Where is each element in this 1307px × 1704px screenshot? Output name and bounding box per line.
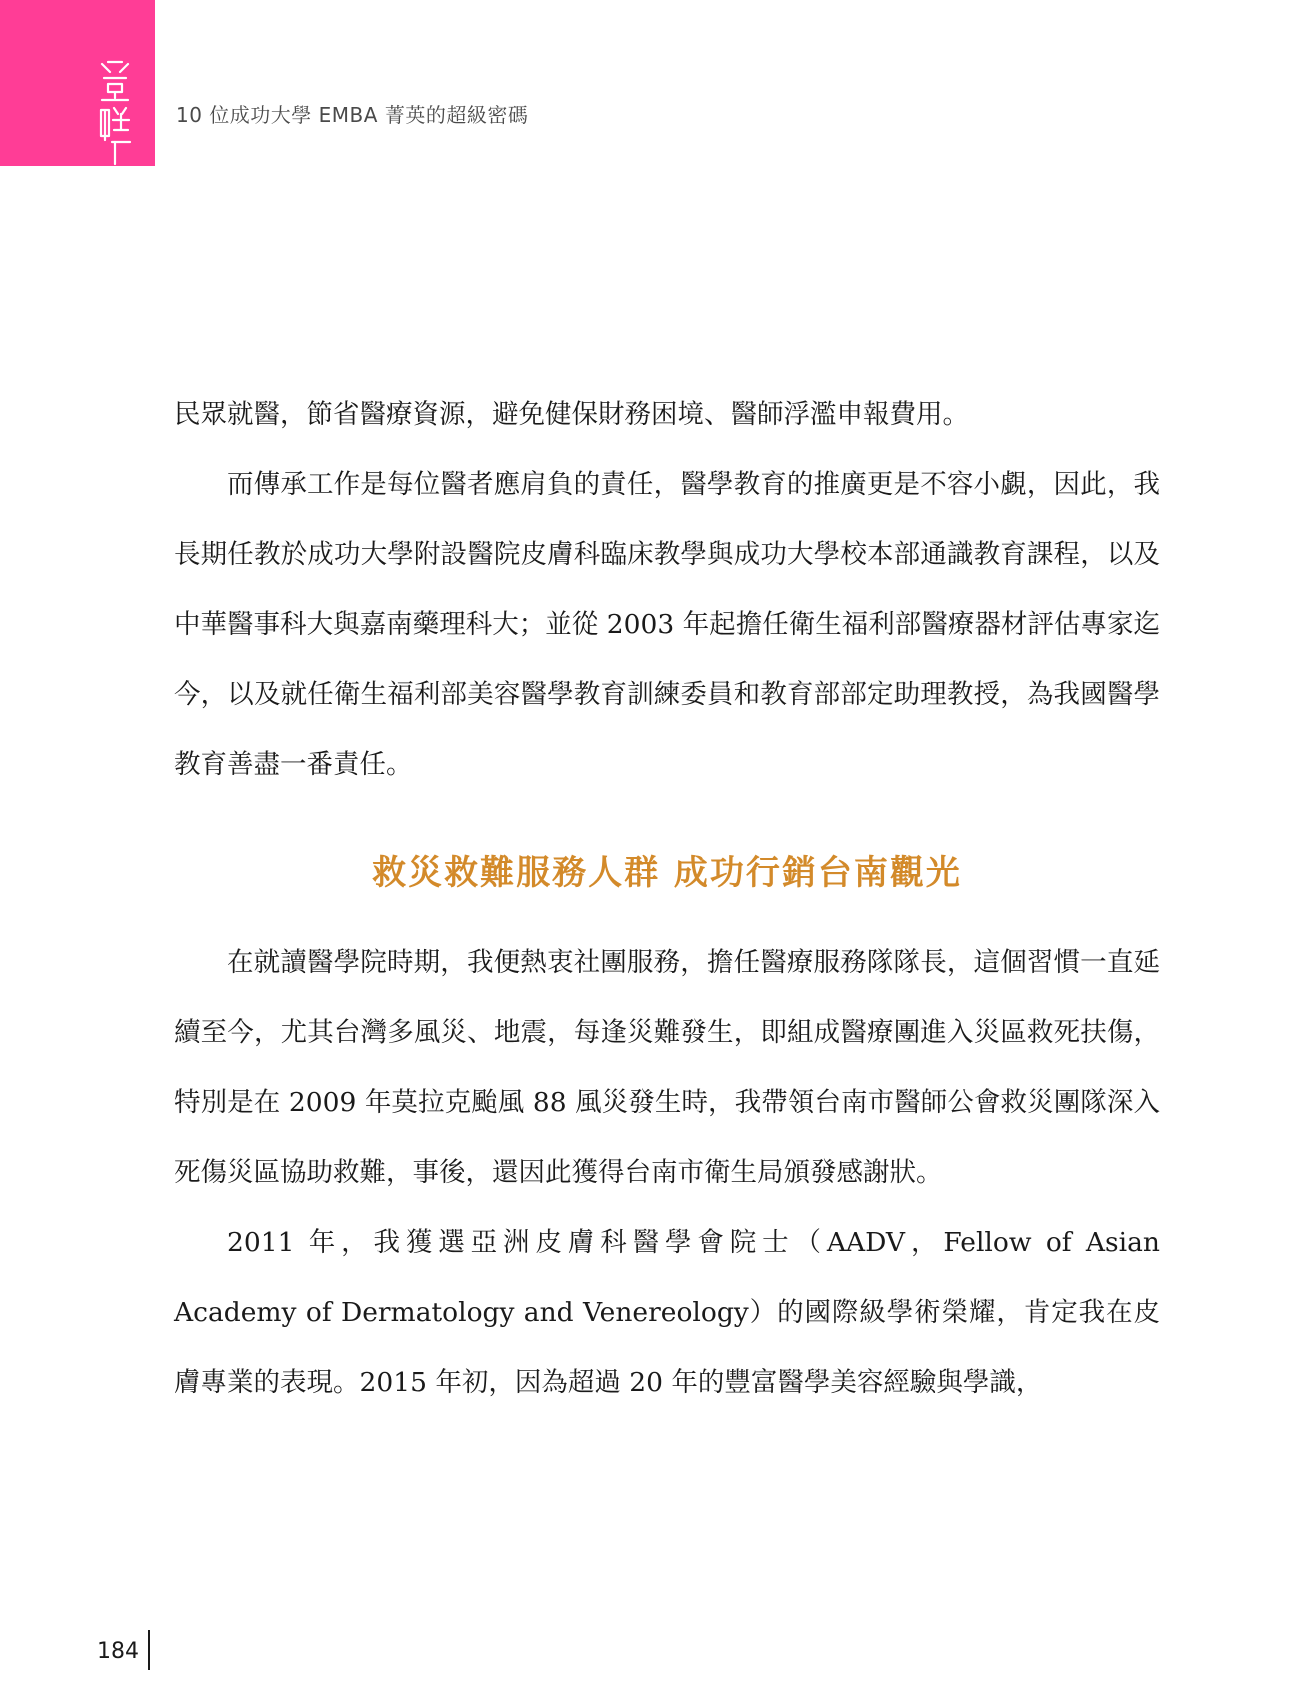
paragraph-4: 2011 年，我獲選亞洲皮膚科醫學會院士（AADV，Fellow of Asian Academy of Dermatology and Venereology）的國際級學術榮耀，肯定我在皮膚專業的表現。2015 年初，因為超過 20 年的豐富醫學美容經驗與學識， <box>174 1227 1160 1398</box>
paragraph-3: 在就讀醫學院時期，我便熱衷社團服務，擔任醫療服務隊隊長，這個習慣一直延續至今，尤其台灣多風災、地震，每逢災難發生，即組成醫療團進入災區救死扶傷，特別是在 2009 年莫拉克颱風 88 風災發生時，我帶領台南市醫師公會救災團隊深入死傷災區協助救難，事後，還因此獲得台南市衛生局頒發感謝狀。 <box>174 947 1160 1188</box>
body-text-block-2 <box>174 928 1160 1418</box>
chapter-color-tab <box>0 0 155 166</box>
running-header-title: 10 位成功大學 EMBA 菁英的超級密碼 <box>176 103 529 127</box>
page-number-divider <box>148 1630 150 1670</box>
body-text-block-1 <box>174 380 1160 800</box>
paragraph-2: 而傳承工作是每位醫者應肩負的責任，醫學教育的推廣更是不容小覷，因此，我長期任教於成功大學附設醫院皮膚科臨床教學與成功大學校本部通識教育課程，以及中華醫事科大與嘉南藥理科大；並從 2003 年起擔任衛生福利部醫療器材評估專家迄今，以及就任衛生福利部美容醫學教育訓練委員和教育部部定助理教授，為我國醫學教育善盡一番責任。 <box>174 469 1160 780</box>
section-heading: 救災救難服務人群 成功行銷台南觀光 <box>372 853 962 893</box>
paragraph-1: 民眾就醫，節省醫療資源，避免健保財務困境、醫師浮濫申報費用。 <box>174 399 969 430</box>
book-logo-seal <box>96 58 134 166</box>
page-number: 184 <box>97 1639 139 1664</box>
